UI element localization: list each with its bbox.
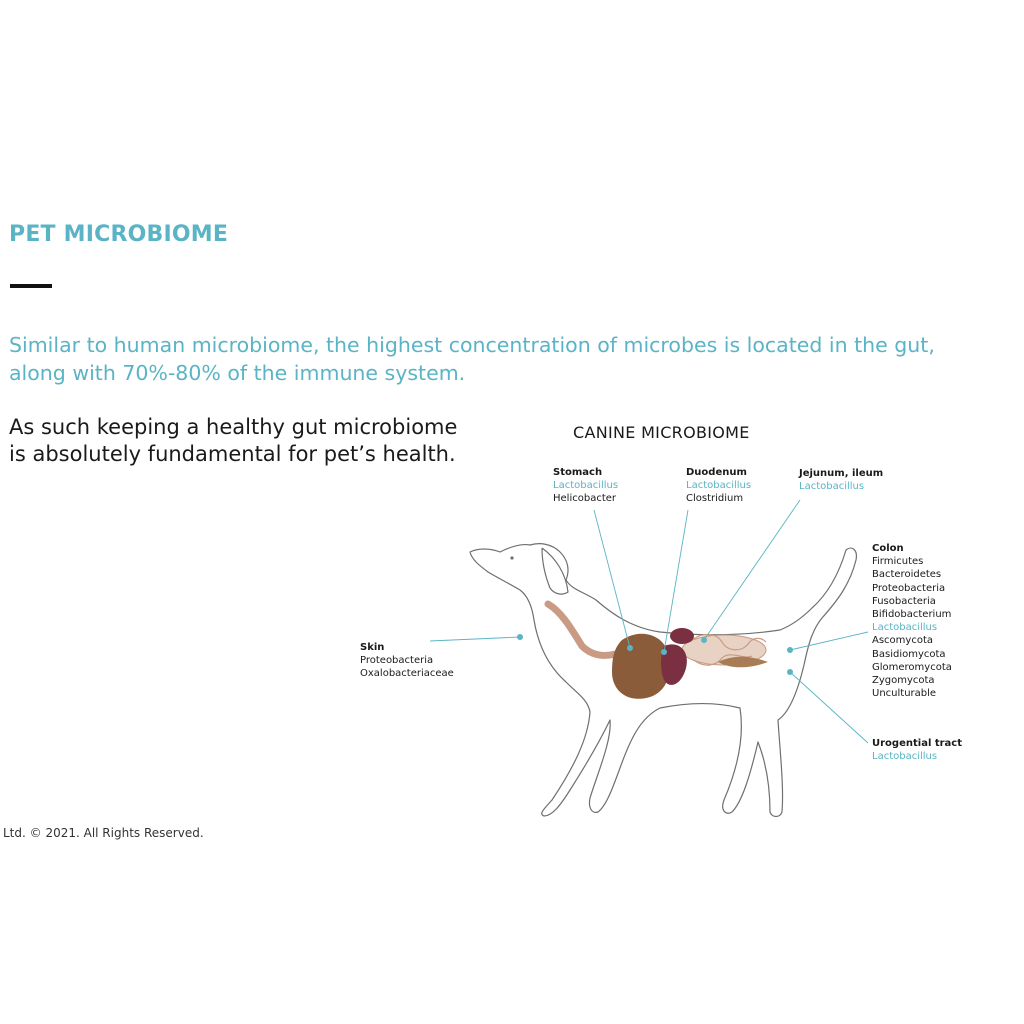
callout-stomach-line xyxy=(594,510,630,648)
label-duodenum-item: Lactobacillus xyxy=(686,480,752,492)
dot-urogenital xyxy=(787,669,793,675)
liver-organ xyxy=(670,628,694,644)
label-jejunum-title: Jejunum, ileum xyxy=(799,468,884,479)
callout-urogenital-line xyxy=(790,672,868,743)
lead-line-1: Similar to human microbiome, the highest concentration of microbes is located in the gut, xyxy=(9,333,935,357)
label-duodenum-item: Clostridium xyxy=(686,493,744,505)
label-colon-item: Proteobacteria xyxy=(872,582,946,594)
label-urogenital xyxy=(872,737,962,763)
label-colon-item: Bifidobacterium xyxy=(872,609,952,621)
label-stomach xyxy=(553,466,618,506)
label-urogenital-title: Urogential tract xyxy=(872,738,963,749)
label-urogenital-item: Lactobacillus xyxy=(872,751,938,763)
label-skin xyxy=(360,641,454,681)
label-colon-item: Firmicutes xyxy=(872,556,924,568)
copyright-footer: Ltd. © 2021. All Rights Reserved. xyxy=(3,826,204,840)
label-colon-item: Zygomycota xyxy=(872,675,935,687)
lead-line-2: along with 70%-80% of the immune system. xyxy=(9,361,466,385)
diagram-title: CANINE MICROBIOME xyxy=(573,423,750,442)
dot-stomach xyxy=(627,645,633,651)
label-skin-item: Proteobacteria xyxy=(360,655,434,667)
dot-skin xyxy=(517,634,523,640)
label-stomach-title: Stomach xyxy=(553,467,603,478)
dot-colon xyxy=(787,647,793,653)
label-stomach-item: Helicobacter xyxy=(553,493,617,505)
label-stomach-item: Lactobacillus xyxy=(553,480,619,492)
label-jejunum xyxy=(799,467,883,493)
label-colon-item: Fusobacteria xyxy=(872,595,936,607)
label-colon-item: Ascomycota xyxy=(872,635,933,647)
body-line-2: is absolutely fundamental for pet’s health. xyxy=(9,442,456,466)
label-duodenum-title: Duodenum xyxy=(686,467,747,478)
label-duodenum xyxy=(686,466,751,506)
label-colon xyxy=(872,542,952,700)
label-colon-item: Glomeromycota xyxy=(872,661,952,673)
callout-lines xyxy=(430,500,868,743)
dog-ear xyxy=(542,548,568,594)
label-skin-item: Oxalobacteriaceae xyxy=(360,668,454,680)
label-skin-title: Skin xyxy=(360,642,385,653)
callout-jejunum-line xyxy=(704,500,800,640)
dog-eye xyxy=(510,556,513,559)
dot-jejunum xyxy=(701,637,707,643)
label-jejunum-item: Lactobacillus xyxy=(799,481,865,493)
dot-duodenum xyxy=(661,649,667,655)
label-colon-item: Basidiomycota xyxy=(872,648,946,660)
callout-colon-line xyxy=(790,632,868,650)
label-colon-item: Unculturable xyxy=(872,688,937,700)
label-colon-item: Bacteroidetes xyxy=(872,569,942,581)
label-colon-title: Colon xyxy=(872,543,904,554)
page-title: PET MICROBIOME xyxy=(9,222,229,247)
label-colon-item: Lactobacillus xyxy=(872,622,938,634)
body-line-1: As such keeping a healthy gut microbiome xyxy=(9,415,458,439)
